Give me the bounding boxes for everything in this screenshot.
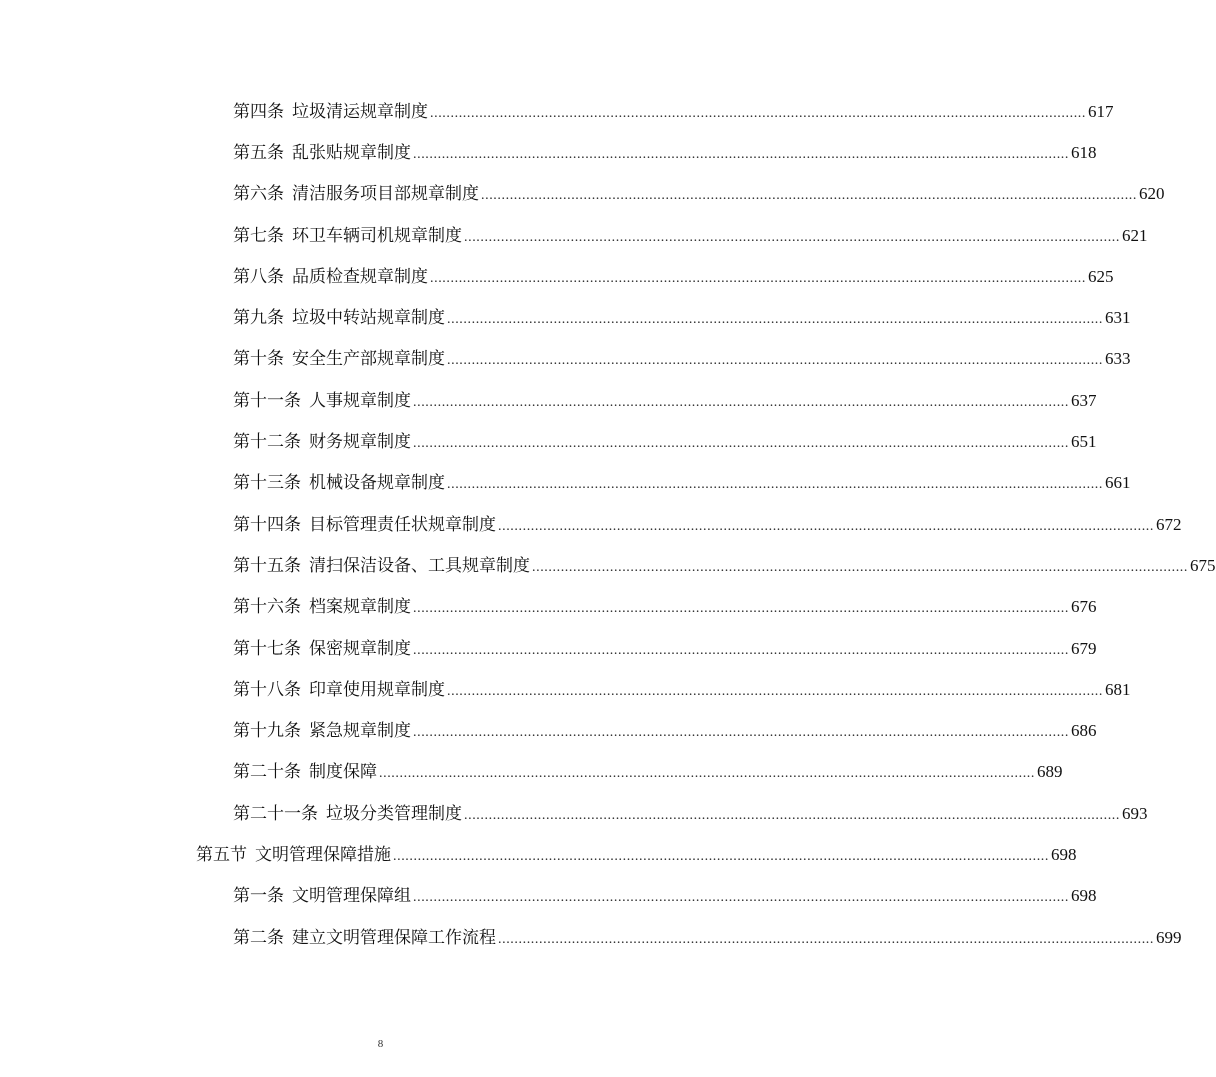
toc-entry[interactable] (233, 793, 1148, 834)
toc-dot-leader: ................................................................................................................................................................ (447, 477, 1103, 493)
toc-entry-number: 第十八条 (233, 679, 301, 700)
toc-entry-label (233, 928, 496, 948)
toc-entry-title: 档案规章制度 (309, 597, 411, 618)
toc-entry[interactable] (233, 545, 1216, 586)
toc-entry-number: 第十五条 (233, 555, 301, 576)
toc-entry-label (233, 184, 479, 204)
toc-dot-leader: ................................................................................................................................................................ (430, 270, 1086, 286)
toc-entry[interactable] (233, 669, 1131, 710)
toc-entry-title: 品质检查规章制度 (292, 266, 428, 287)
toc-entry-label (233, 267, 428, 287)
toc-entry-number: 第六条 (233, 184, 284, 205)
toc-entry-label (233, 597, 411, 617)
toc-entry-number: 第八条 (233, 266, 284, 287)
toc-entry-title: 机械设备规章制度 (309, 473, 445, 494)
toc-entry-label (233, 226, 462, 246)
toc-dot-leader: ................................................................................................................................................................ (413, 890, 1069, 906)
toc-dot-leader: ................................................................................................................................................................ (464, 229, 1120, 245)
toc-entry[interactable] (233, 421, 1097, 462)
toc-entry-label (233, 721, 411, 741)
toc-entry-number: 第二十条 (233, 762, 301, 783)
toc-entry[interactable] (233, 132, 1097, 173)
toc-entry-page: 689 (1037, 762, 1063, 782)
toc-entry-label (233, 886, 411, 906)
table-of-contents (0, 91, 1216, 958)
toc-entry-page: 633 (1105, 349, 1131, 369)
toc-entry-label (233, 804, 462, 824)
toc-entry-label (233, 432, 411, 452)
toc-entry-page: 672 (1156, 514, 1182, 534)
toc-entry-page: 620 (1139, 184, 1165, 204)
toc-entry[interactable] (233, 174, 1165, 215)
toc-entry-label (196, 845, 391, 865)
toc-dot-leader: ................................................................................................................................................................ (481, 188, 1137, 204)
toc-entry-title: 制度保障 (309, 762, 377, 783)
toc-entry-page: 693 (1122, 803, 1148, 823)
toc-dot-leader: ................................................................................................................................................................ (413, 436, 1069, 452)
toc-entry-number: 第十条 (233, 349, 284, 370)
toc-entry-label (233, 102, 428, 122)
toc-entry[interactable] (233, 876, 1097, 917)
toc-dot-leader: ................................................................................................................................................................ (413, 601, 1069, 617)
toc-entry-page: 617 (1088, 101, 1114, 121)
toc-section-entry[interactable] (196, 834, 1077, 875)
toc-entry-label (233, 762, 377, 782)
toc-entry-title: 垃圾中转站规章制度 (292, 308, 445, 329)
toc-entry-number: 第二条 (233, 927, 284, 948)
toc-entry-label (233, 639, 411, 659)
toc-entry-page: 698 (1071, 886, 1097, 906)
toc-entry-number: 第四条 (233, 101, 284, 122)
toc-dot-leader: ................................................................................................................................................................ (498, 518, 1154, 534)
toc-dot-leader: ................................................................................................................................................................ (447, 353, 1103, 369)
toc-entry[interactable] (233, 339, 1131, 380)
toc-dot-leader: ................................................................................................................................................................ (413, 394, 1069, 410)
toc-entry[interactable] (233, 752, 1063, 793)
toc-entry-number: 第十四条 (233, 514, 301, 535)
toc-entry[interactable] (233, 463, 1131, 504)
toc-entry-title: 垃圾分类管理制度 (326, 803, 462, 824)
toc-entry-page: 675 (1190, 555, 1216, 575)
toc-entry-number: 第十二条 (233, 432, 301, 453)
toc-entry-page: 621 (1122, 225, 1148, 245)
toc-entry-number: 第十三条 (233, 473, 301, 494)
toc-dot-leader: ................................................................................................................................................................ (532, 559, 1188, 575)
toc-entry[interactable] (233, 504, 1182, 545)
toc-entry-number: 第九条 (233, 308, 284, 329)
toc-entry-page: 686 (1071, 721, 1097, 741)
toc-entry-label (233, 391, 411, 411)
toc-entry-number: 第七条 (233, 225, 284, 246)
toc-entry-label (233, 680, 445, 700)
toc-dot-leader: ................................................................................................................................................................ (413, 146, 1069, 162)
toc-dot-leader: ................................................................................................................................................................ (498, 931, 1154, 947)
toc-entry-title: 文明管理保障措施 (255, 844, 391, 865)
toc-entry[interactable] (233, 256, 1114, 297)
toc-dot-leader: ................................................................................................................................................................ (413, 725, 1069, 741)
toc-entry-title: 文明管理保障组 (292, 886, 411, 907)
toc-entry-title: 建立文明管理保障工作流程 (292, 927, 496, 948)
toc-entry-title: 环卫车辆司机规章制度 (292, 225, 462, 246)
toc-entry[interactable] (233, 215, 1148, 256)
toc-entry[interactable] (233, 587, 1097, 628)
toc-entry-label (233, 143, 411, 163)
toc-entry-number: 第一条 (233, 886, 284, 907)
toc-entry[interactable] (233, 628, 1097, 669)
toc-entry-title: 印章使用规章制度 (309, 679, 445, 700)
toc-entry-page: 699 (1156, 927, 1182, 947)
toc-dot-leader: ................................................................................................................................................................ (413, 642, 1069, 658)
toc-entry-page: 676 (1071, 597, 1097, 617)
toc-entry-title: 安全生产部规章制度 (292, 349, 445, 370)
toc-dot-leader: ................................................................................................................................................................ (393, 848, 1049, 864)
toc-entry[interactable] (233, 380, 1097, 421)
toc-entry-title: 乱张贴规章制度 (292, 142, 411, 163)
page-number: 8 (377, 1038, 384, 1050)
toc-entry-number: 第五条 (233, 142, 284, 163)
toc-entry-page: 651 (1071, 432, 1097, 452)
toc-dot-leader: ................................................................................................................................................................ (430, 105, 1086, 121)
toc-entry-title: 紧急规章制度 (309, 721, 411, 742)
toc-entry-page: 679 (1071, 638, 1097, 658)
toc-entry-title: 垃圾清运规章制度 (292, 101, 428, 122)
toc-dot-leader: ................................................................................................................................................................ (464, 807, 1120, 823)
toc-entry-label (233, 515, 496, 535)
toc-entry-page: 618 (1071, 142, 1097, 162)
toc-entry[interactable] (233, 917, 1182, 958)
toc-entry-number: 第十七条 (233, 638, 301, 659)
toc-entry-number: 第十一条 (233, 390, 301, 411)
toc-entry-number: 第十六条 (233, 597, 301, 618)
toc-entry-page: 681 (1105, 679, 1131, 699)
toc-entry-number: 第五节 (196, 844, 247, 865)
toc-entry-title: 财务规章制度 (309, 432, 411, 453)
toc-entry[interactable] (233, 91, 1114, 132)
toc-entry-title: 清洁服务项目部规章制度 (292, 184, 479, 205)
toc-entry-label (233, 349, 445, 369)
toc-entry-label (233, 556, 530, 576)
toc-entry-page: 661 (1105, 473, 1131, 493)
toc-entry-number: 第十九条 (233, 721, 301, 742)
toc-entry-page: 625 (1088, 266, 1114, 286)
toc-dot-leader: ................................................................................................................................................................ (379, 766, 1035, 782)
toc-entry-label (233, 308, 445, 328)
toc-entry-title: 人事规章制度 (309, 390, 411, 411)
toc-entry-page: 698 (1051, 844, 1077, 864)
toc-entry-number: 第二十一条 (233, 803, 318, 824)
toc-entry[interactable] (233, 710, 1097, 751)
toc-entry-title: 清扫保洁设备、工具规章制度 (309, 555, 530, 576)
toc-entry-title: 目标管理责任状规章制度 (309, 514, 496, 535)
toc-entry[interactable] (233, 297, 1131, 338)
toc-entry-page: 637 (1071, 390, 1097, 410)
toc-dot-leader: ................................................................................................................................................................ (447, 683, 1103, 699)
toc-entry-label (233, 473, 445, 493)
toc-dot-leader: ................................................................................................................................................................ (447, 312, 1103, 328)
toc-entry-title: 保密规章制度 (309, 638, 411, 659)
toc-entry-page: 631 (1105, 308, 1131, 328)
